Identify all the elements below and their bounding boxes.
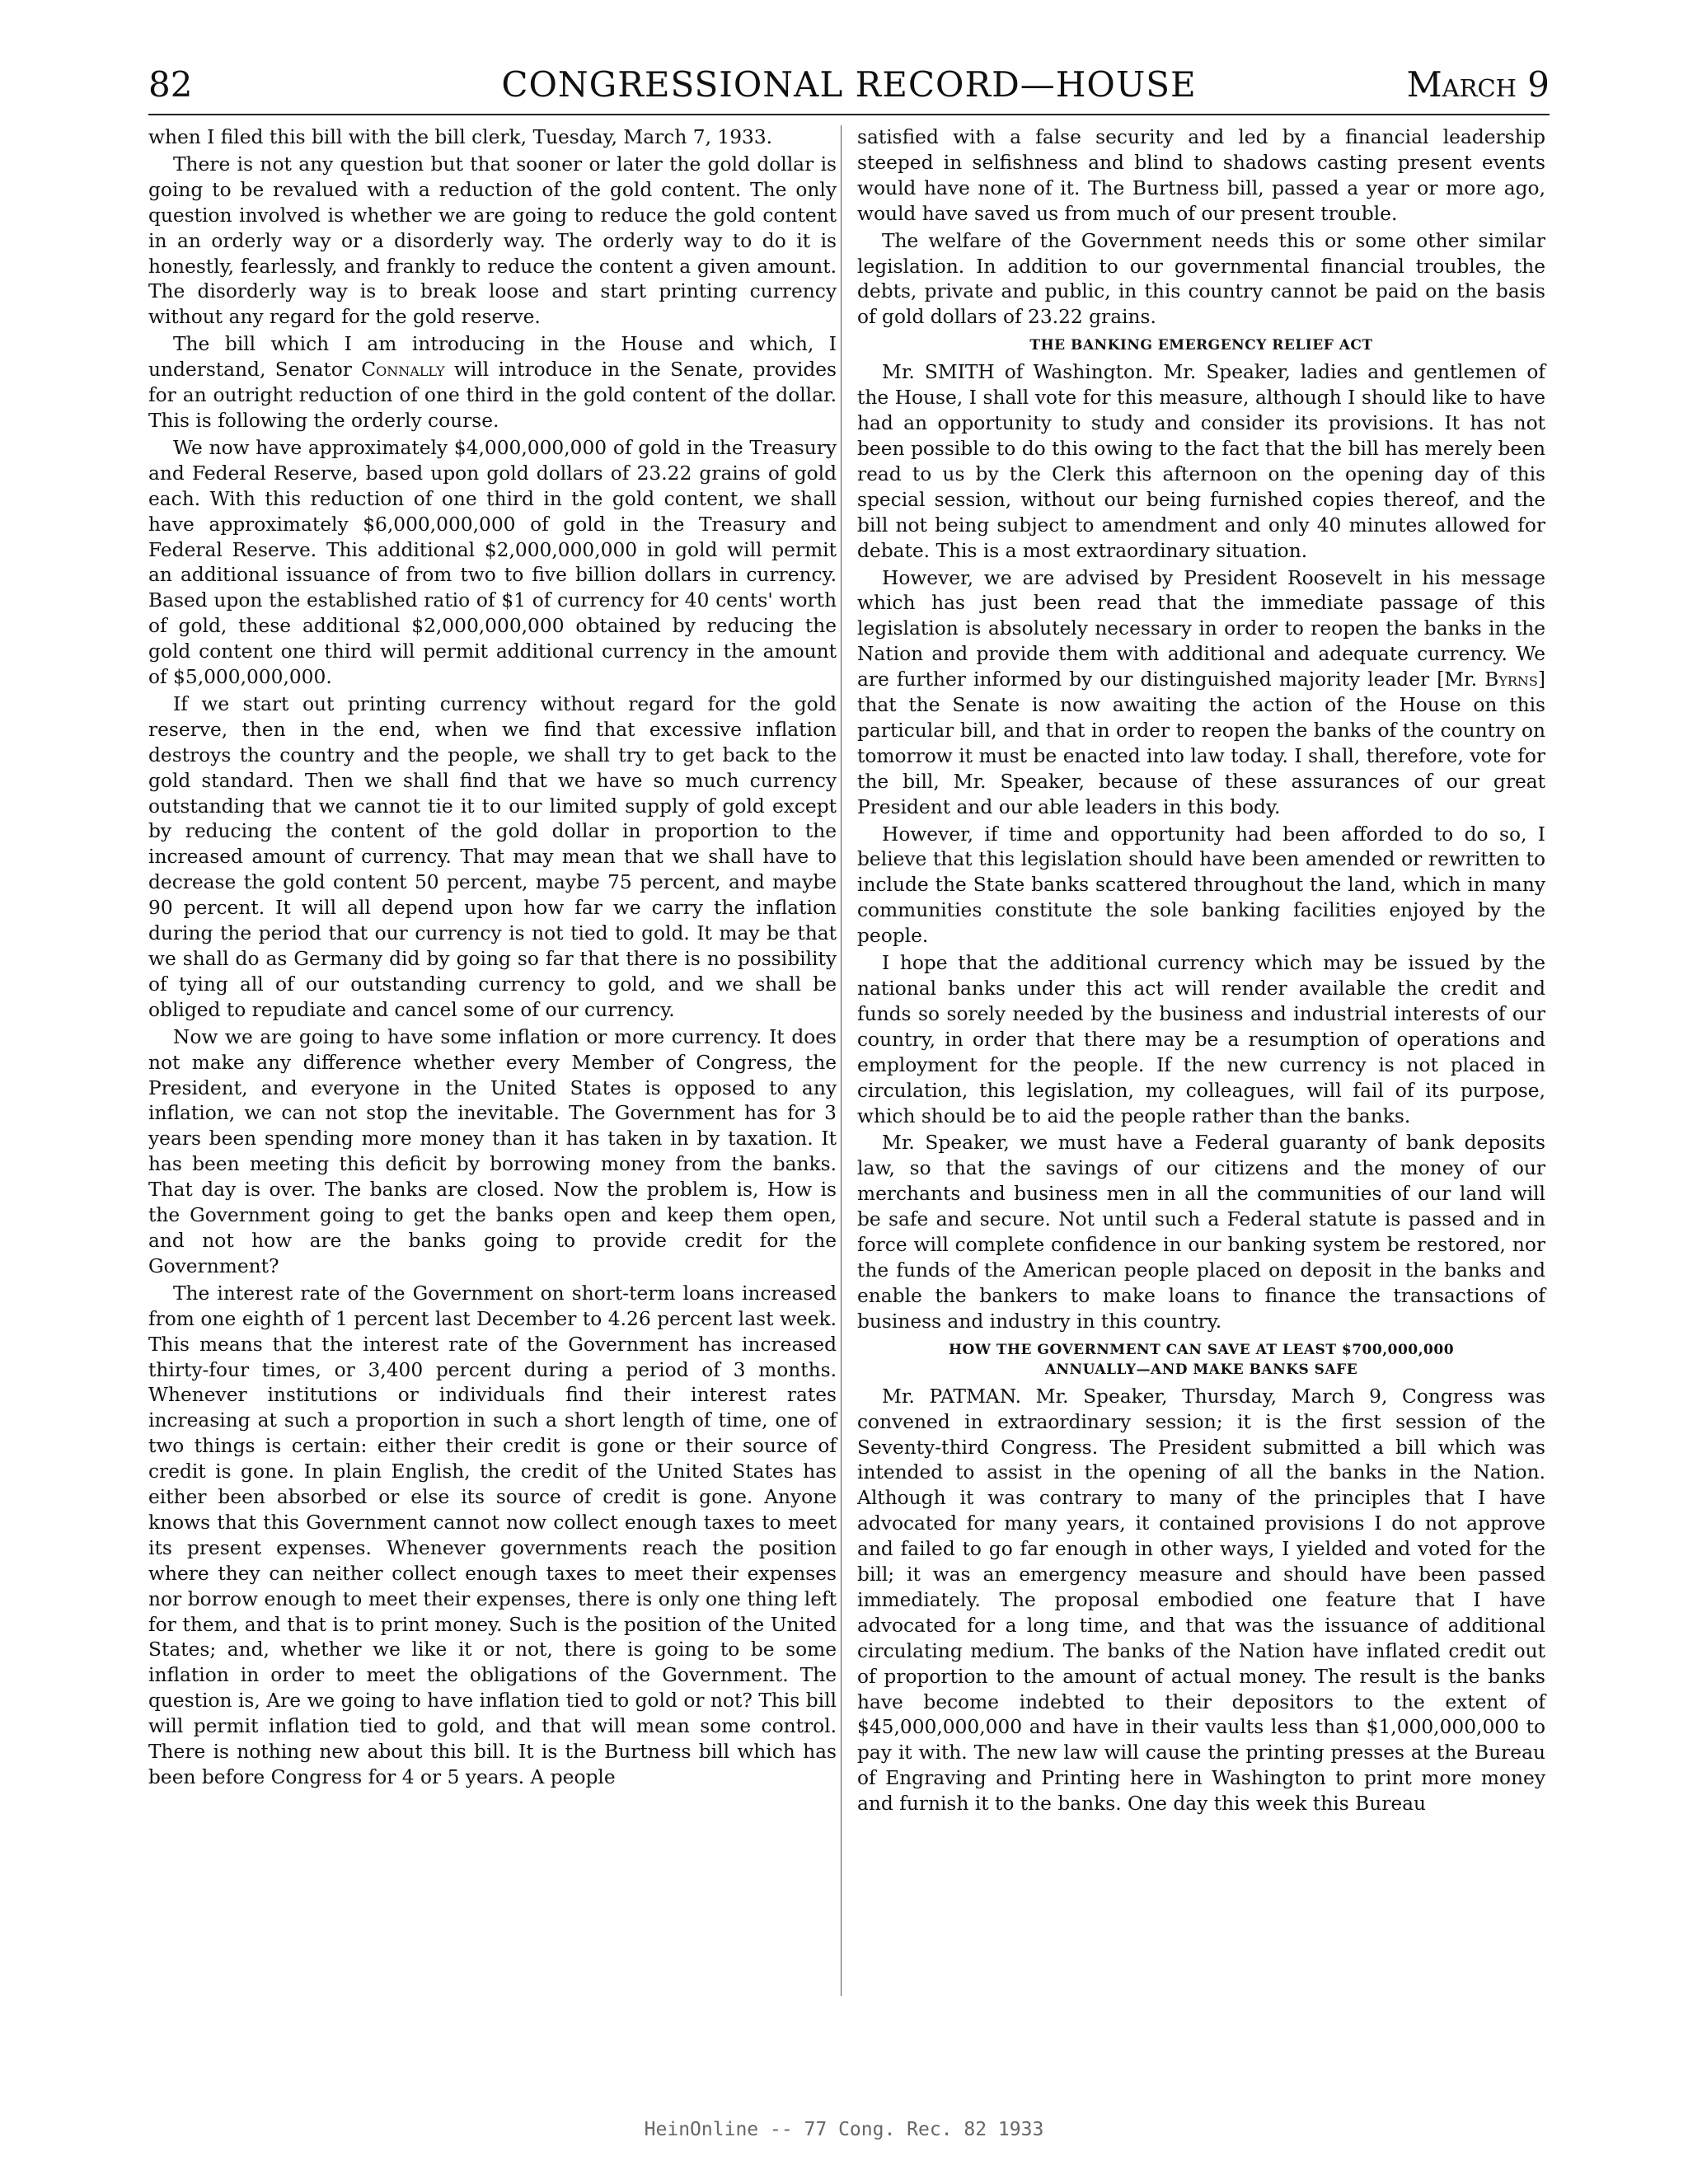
- paragraph: Mr. Speaker, we must have a Federal guaranty of bank deposits law, so that the savings of our citizens and the money of our merchants and business men in all the communities of our land will be safe and secure. Not until such a Federal statute is passed and in force will complete confidence in our banking system be restored, nor the funds of the American people placed on deposit in the banks and enable the bankers to make loans to finance the transactions of business and industry in this country.: [857, 1132, 1545, 1333]
- paragraph: The interest rate of the Government on short-term loans increased from one eighth of 1 percent last December to 4.26 percent last week. This means that the interest rate of the Government has increased thirty-four times, or 3,400 percent during a period of 3 months. Whenever institutions or individuals find their interest rates increasing at such a proportion in such a short length of time, one of two things is certain: either their credit is gone or their source of credit is gone. In plain English, the credit of the United States has either been absorbed or else its source of credit is gone. Anyone knows that this Government cannot now collect enough taxes to meet its present expenses. Whenever governments reach the position where they can neither collect enough taxes to meet their expenses nor borrow enough to meet their expenses, there is only one thing left for them, and that is to print money. Such is the position of the United States; and, whether we like it or not, there is going to be some inflation in order to meet the obligations of the Government. The question is, Are we going to have inflation tied to gold or not? This bill will permit inflation tied to gold, and that will mean some control. There is nothing new about this bill. It is the Burtness bill which has been before Congress for 4 or 5 years. A people: [148, 1282, 837, 1788]
- paragraph: There is not any question but that sooner or later the gold dollar is going to be revalued with a reduction of the gold content. The only question involved is whether we are going to reduce the gold content in an orderly way or a disorderly way. The orderly way to do it is honestly, fearlessly, and frankly to reduce the content a given amount. The disorderly way is to break loose and start printing currency without any regard for the gold reserve.: [148, 152, 837, 329]
- page-number: 82: [148, 64, 193, 105]
- section-heading-line: HOW THE GOVERNMENT CAN SAVE AT LEAST $700,000,000: [948, 1341, 1455, 1358]
- paragraph: Mr. SMITH of Washington. Mr. Speaker, ladies and gentlemen of the House, I shall vote for this measure, although I should like to have had an opportunity to study and consider its provisions. It has not been possible to do this owing to the fact that the bill has merely been read to us by the Clerk this afternoon on the opening day of this special session, without our being furnished copies thereof, and the bill not being subject to amendment and only 40 minutes allowed for debate. This is a most extraordinary situation.: [857, 361, 1545, 562]
- paragraph: when I filed this bill with the bill clerk, Tuesday, March 7, 1933.: [148, 126, 773, 148]
- paragraph-text: The bill which I am introducing in the House and which, I understand, Senator: [148, 333, 837, 382]
- senator-name: Connally: [361, 359, 445, 382]
- publication-title: CONGRESSIONAL RECORD—HOUSE: [501, 64, 1197, 105]
- paragraph: [857, 566, 1545, 821]
- paragraph: However, if time and opportunity had been afforded to do so, I believe that this legislation should have been amended or rewritten to include the State banks scattered throughout the land, which in many communities constitute the sole banking facilities enjoyed by the people.: [857, 823, 1545, 948]
- member-name: Byrns: [1484, 668, 1538, 691]
- header-date: March 9: [1406, 64, 1550, 105]
- paragraph-text: However, we are advised by President Roosevelt in his message which has just been read that the immediate passage of this legislation is absolutely necessary in order to reopen the banks in the Nation and provide them with additional and adequate currency. We are further informed by our distinguished majority leader [Mr.: [857, 566, 1545, 691]
- section-heading: [857, 1340, 1545, 1380]
- right-column: [857, 125, 1545, 1819]
- paragraph-text: ] that the Senate is now awaiting the action of the House on this particular bill, and that in order to reopen the banks of the country on tomorrow it must be enacted into law today. I shall, therefore, vote for the bill, Mr. Speaker, because of these assurances of our great President and our able leaders in this body.: [857, 668, 1545, 818]
- paragraph: [148, 332, 837, 434]
- column-divider: [841, 125, 842, 1996]
- paragraph: If we start out printing currency without regard for the gold reserve, then in the end, when we find that excessive inflation destroys the country and the people, we shall try to get back to the gold standard. Then we shall find that we have so much currency outstanding that we cannot tie it to our limited supply of gold except by reducing the content of the gold dollar in proportion to the increased amount of currency. That may mean that we shall have to decrease the gold content 50 percent, maybe 75 percent, and maybe 90 percent. It will all depend upon how far we carry the inflation during the period that our currency is not tied to gold. It may be that we shall do as Germany did by going so far that there is no possibility of tying all of our outstanding currency to gold, and we shall be obliged to repudiate and cancel some of our currency.: [148, 692, 837, 1021]
- left-column: [148, 125, 837, 1793]
- paragraph: satisfied with a false security and led by a financial leadership steeped in selfishness and blind to shadows casting present events would have none of it. The Burtness bill, passed a year or more ago, would have saved us from much of our present trouble.: [857, 126, 1545, 225]
- paragraph: The welfare of the Government needs this or some other similar legislation. In addition to our governmental financial troubles, the debts, private and public, in this country cannot be paid on the basis of gold dollars of 23.22 grains.: [857, 229, 1545, 329]
- page-footer: HeinOnline -- 77 Cong. Rec. 82 1933: [644, 2119, 1044, 2140]
- section-heading-line: ANNUALLY—AND MAKE BANKS SAFE: [1044, 1361, 1358, 1378]
- paragraph: Mr. PATMAN. Mr. Speaker, Thursday, March 9, Congress was convened in extraordinary session; it is the first session of the Seventy-third Congress. The President submitted a bill which was intended to assist in the opening of all the banks in the Nation. Although it was contrary to many of the principles that I have advocated for many years, it contained provisions I do not approve and failed to go far enough in other ways, I yielded and voted for the bill; it was an emergency measure and should have been passed immediately. The proposal embodied one feature that I have advocated for a long time, and that was the issuance of additional circulating medium. The banks of the Nation have inflated credit out of proportion to the amount of actual money. The result is the banks have become indebted to their depositors to the extent of $45,000,000,000 and have in their vaults less than $1,000,000,000 to pay it with. The new law will cause the printing presses at the Bureau of Engraving and Printing here in Washington to print more money and furnish it to the banks. One day this week this Bureau: [857, 1385, 1545, 1816]
- paragraph-text: will introduce in the Senate, provides for an outright reduction of one third in the gold content of the dollar. This is following the orderly course.: [148, 359, 837, 432]
- paragraph: We now have approximately $4,000,000,000 of gold in the Treasury and Federal Reserve, based upon gold dollars of 23.22 grains of gold each. With this reduction of one third in the gold content, we shall have approximately $6,000,000,000 of gold in the Treasury and Federal Reserve. This additional $2,000,000,000 in gold will permit an additional issuance of from two to five billion dollars in currency. Based upon the established ratio of $1 of currency for 40 cents' worth of gold, these additional $2,000,000,000 obtained by reducing the gold content one third will permit additional currency in the amount of $5,000,000,000.: [148, 436, 837, 689]
- paragraph: I hope that the additional currency which may be issued by the national banks under this act will render available the credit and funds so sorely needed by the business and industrial interests of our country, in order that there may be a resumption of operations and employment for the people. If the new currency is not placed in circulation, this legislation, my colleagues, will fail of its purpose, which should be to aid the people rather than the banks.: [857, 952, 1545, 1127]
- paragraph: Now we are going to have some inflation or more currency. It does not make any difference whether every Member of Congress, the President, and everyone in the United States is opposed to any inflation, we can not stop the inevitable. The Government has for 3 years been spending more money than it has taken in by taxation. It has been meeting this deficit by borrowing money from the banks. That day is over. The banks are closed. Now the problem is, How is the Government going to get the banks open and keep them open, and not how are the banks going to provide credit for the Government?: [148, 1025, 837, 1277]
- section-heading: THE BANKING EMERGENCY RELIEF ACT: [1029, 337, 1373, 354]
- page-header: [148, 64, 1550, 115]
